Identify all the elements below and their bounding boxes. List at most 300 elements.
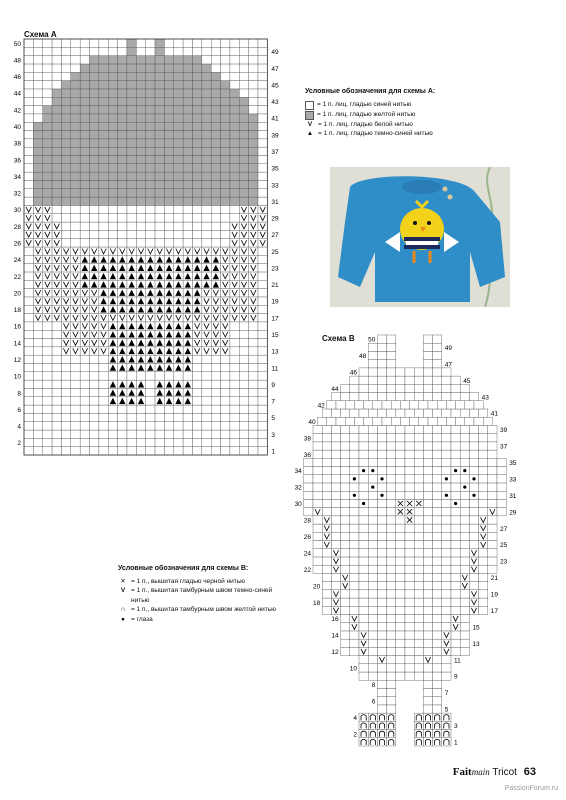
chart-b-cell	[354, 401, 363, 409]
chart-b-cell	[313, 450, 322, 458]
chart-b-cell	[488, 565, 497, 573]
magazine-name: Tricot	[492, 767, 517, 778]
chart-b-row-label: 7	[444, 690, 449, 698]
chart-b-cell	[377, 688, 386, 696]
chart-b-cell	[479, 499, 488, 507]
chart-b-cell	[433, 524, 442, 532]
chart-b-cell	[414, 491, 423, 499]
legend-a-item: = 1 п. лиц. гладью желтой нитью	[305, 110, 545, 120]
chart-b-cell	[350, 639, 359, 647]
chart-b-cell	[469, 541, 478, 549]
chart-b-cell	[446, 417, 455, 425]
chart-b-row-label: 50	[368, 336, 376, 344]
chart-b-cell	[469, 573, 478, 581]
chart-b-cell	[377, 623, 386, 631]
chart-b-cell	[322, 442, 331, 450]
chart-b-cell	[423, 442, 432, 450]
chart-b-cell	[387, 639, 396, 647]
chart-b-cell	[405, 623, 414, 631]
chart-b-row-label: 11	[454, 657, 461, 665]
chart-b-row-label: 16	[331, 616, 339, 624]
chart-b-cell	[488, 425, 497, 433]
chart-b-cell	[331, 434, 340, 442]
chart-b-cell	[364, 417, 373, 425]
chart-b-cell	[405, 590, 414, 598]
chart-b-cell	[423, 614, 432, 622]
chart-b-cell	[423, 549, 432, 557]
legend-a-item: = 1 п. лиц. гладью синей нитью	[305, 100, 545, 110]
chart-b-cell	[433, 656, 442, 664]
chart-b-cell	[488, 483, 497, 491]
chart-b-cell	[442, 672, 451, 680]
chart-b-cell	[322, 549, 331, 557]
chart-b-cell	[313, 458, 322, 466]
chart-b-cell	[364, 401, 373, 409]
chart-b-eye-dot	[353, 494, 356, 497]
chart-b-cell	[322, 573, 331, 581]
chart-b-cell	[382, 417, 391, 425]
chart-b-cell	[322, 508, 331, 516]
chart-b-cell	[433, 688, 442, 696]
chart-b-cell	[433, 384, 442, 392]
chart-b-cell	[331, 524, 340, 532]
chart-b-row-label: 17	[490, 607, 499, 615]
chart-b-row-label: 18	[312, 599, 321, 607]
brand-name: Fait	[452, 766, 472, 778]
chart-b-cell	[359, 393, 368, 401]
chart-b-cell	[423, 450, 432, 458]
chart-b-cell	[359, 672, 368, 680]
chart-b-cell	[341, 483, 350, 491]
chart-b-cell	[387, 475, 396, 483]
chart-b-cell	[359, 442, 368, 450]
chart-b-cell	[456, 401, 465, 409]
chart-b-cell	[423, 557, 432, 565]
chart-b-eye-dot	[445, 494, 448, 497]
chart-b-cell	[423, 458, 432, 466]
chart-b-cell	[341, 598, 350, 606]
chart-b-cell	[396, 425, 405, 433]
chart-a-row-label: 24	[13, 257, 21, 265]
chart-b-cell	[423, 573, 432, 581]
chart-b-cell	[350, 425, 359, 433]
chart-b-cell	[433, 360, 442, 368]
chart-b-row-label: 48	[358, 353, 367, 361]
chart-b-cell	[387, 384, 396, 392]
chart-b-cell	[304, 491, 313, 499]
chart-b-cell	[442, 483, 451, 491]
chart-b-cell	[423, 688, 432, 696]
chart-b-cell	[322, 450, 331, 458]
chart-b-cell	[377, 549, 386, 557]
chart-b-cell	[359, 508, 368, 516]
chart-b-cell	[387, 434, 396, 442]
chart-b-cell	[387, 458, 396, 466]
chart-b-cell	[405, 614, 414, 622]
chart-b-cell	[423, 475, 432, 483]
chart-b-cell	[405, 524, 414, 532]
chart-b-cell	[313, 467, 322, 475]
chart-b-cell	[423, 516, 432, 524]
chart-b-cell	[387, 680, 396, 688]
chart-a-row-label: 10	[13, 373, 21, 381]
chart-a-row-label: 4	[17, 423, 21, 431]
chart-b-cell	[313, 549, 322, 557]
chart-b-cell	[396, 598, 405, 606]
chart-b-cell	[387, 483, 396, 491]
chart-b-cell	[350, 393, 359, 401]
chart-b-cell	[460, 590, 469, 598]
chart-b-cell	[373, 417, 382, 425]
chart-b-cell	[368, 590, 377, 598]
chart-b-cell	[396, 467, 405, 475]
chart-b-cell	[341, 491, 350, 499]
chart-b-cell	[341, 565, 350, 573]
chart-b-cell	[451, 442, 460, 450]
chart-b-cell	[479, 491, 488, 499]
chart-b-cell	[460, 450, 469, 458]
chart-b-cell	[479, 573, 488, 581]
chart-b-cell	[433, 434, 442, 442]
chart-a-row-label: 11	[271, 365, 279, 373]
chart-b-cell	[327, 401, 336, 409]
chart-b-cell	[359, 450, 368, 458]
chart-b-cell	[488, 549, 497, 557]
chart-b-eye-dot	[380, 494, 383, 497]
chart-b-cell	[396, 606, 405, 614]
chart-b-cell	[331, 573, 340, 581]
chart-b-cell	[433, 697, 442, 705]
chart-b-cell	[387, 565, 396, 573]
chart-b-cell	[497, 508, 506, 516]
chart-b-cell	[341, 434, 350, 442]
chart-b-cell	[387, 549, 396, 557]
chart-b-cell	[322, 499, 331, 507]
chart-a-row-label: 45	[271, 82, 279, 90]
chart-b-cell	[405, 368, 414, 376]
chart-b-cell	[423, 582, 432, 590]
chart-b-row-label: 8	[371, 681, 376, 689]
chart-b-eye-dot	[472, 494, 475, 497]
chart-b-cell	[359, 425, 368, 433]
chart-b-cell	[368, 549, 377, 557]
chart-b-cell	[433, 483, 442, 491]
chart-b-cell	[396, 565, 405, 573]
chart-b-cell	[414, 467, 423, 475]
chart-b-cell	[368, 598, 377, 606]
chart-b-cell	[396, 549, 405, 557]
chart-b-cell	[341, 541, 350, 549]
chart-b-row-label: 44	[331, 386, 339, 394]
chart-b-cell	[451, 590, 460, 598]
chart-b-cell	[350, 467, 359, 475]
chart-b-cell	[387, 664, 396, 672]
chart-b-cell	[322, 458, 331, 466]
chart-b-cell	[341, 516, 350, 524]
chart-b-cell	[359, 573, 368, 581]
chart-b-cell	[396, 631, 405, 639]
chart-b-row-label: 37	[500, 443, 508, 451]
chart-b-cell	[460, 508, 469, 516]
chart-b-cell	[387, 623, 396, 631]
chart-b-cell	[345, 401, 354, 409]
chart-b-cell	[442, 458, 451, 466]
chart-b-cell	[451, 508, 460, 516]
chart-b-cell	[405, 672, 414, 680]
chart-b-cell	[322, 590, 331, 598]
chart-b-cell	[469, 434, 478, 442]
chart-b-cell	[387, 672, 396, 680]
chart-b-cell	[341, 450, 350, 458]
chart-b-cell	[405, 532, 414, 540]
chart-b-cell	[423, 598, 432, 606]
chart-b-cell	[368, 499, 377, 507]
chart-b-cell	[423, 360, 432, 368]
chart-b-cell	[387, 516, 396, 524]
chart-b-eye-dot	[454, 502, 457, 505]
chart-b-cell	[322, 491, 331, 499]
chart-b-cell	[377, 343, 386, 351]
chart-b-cell	[442, 598, 451, 606]
chart-b-cell	[405, 425, 414, 433]
chart-b-cell	[497, 458, 506, 466]
chart-a-row-label: 30	[13, 207, 21, 215]
chart-b-cell	[414, 647, 423, 655]
chart-b-cell	[350, 458, 359, 466]
chart-b-cell	[359, 623, 368, 631]
chart-b-cell	[341, 606, 350, 614]
chart-b-cell	[423, 590, 432, 598]
chart-b-cell	[331, 458, 340, 466]
chart-b-cell	[405, 491, 414, 499]
chart-b-cell	[433, 573, 442, 581]
chart-b-cell	[410, 417, 419, 425]
chart-b-cell	[456, 417, 465, 425]
chart-b-cell	[423, 541, 432, 549]
chart-b-cell	[479, 606, 488, 614]
chart-a-row-label: 13	[271, 348, 279, 356]
chart-b-cell	[433, 614, 442, 622]
chart-a-row-label: 3	[271, 431, 275, 439]
chart-b-cell	[479, 450, 488, 458]
eye-dot-icon: ●	[121, 615, 125, 623]
chart-b-cell	[341, 631, 350, 639]
chart-b-cell	[396, 409, 405, 417]
chart-b-cell	[451, 647, 460, 655]
chart-b-cell	[391, 417, 400, 425]
chart-b-cell	[368, 368, 377, 376]
chart-b-row-label: 12	[331, 649, 339, 657]
chart-b-cell	[368, 573, 377, 581]
chart-b-cell	[396, 532, 405, 540]
chart-b-cell	[433, 475, 442, 483]
chart-b-cell	[479, 590, 488, 598]
chart-b-row-label: 21	[490, 575, 499, 583]
chart-b-cell	[488, 475, 497, 483]
chart-b-cell	[451, 450, 460, 458]
chart-b-cell	[304, 475, 313, 483]
chart-b-cell	[469, 458, 478, 466]
chart-b-cell	[479, 458, 488, 466]
chart-b-cell	[451, 582, 460, 590]
chart-b-cell	[479, 409, 488, 417]
chart-b-cell	[359, 376, 368, 384]
arch-stitch-icon: ∩	[120, 606, 126, 613]
chart-b-cell	[377, 434, 386, 442]
chart-b-cell	[387, 368, 396, 376]
chart-b-cell	[423, 623, 432, 631]
chart-b-cell	[350, 483, 359, 491]
chart-b-cell	[442, 442, 451, 450]
chart-b-cell	[313, 425, 322, 433]
chart-b-cell	[469, 524, 478, 532]
chart-b-cell	[423, 705, 432, 713]
chart-b-cell	[451, 458, 460, 466]
chart-a-row-label: 41	[271, 115, 279, 123]
chart-b-cell	[368, 393, 377, 401]
chart-b-cell	[433, 393, 442, 401]
chart-b-row-label: 31	[509, 492, 517, 500]
chart-b-cell	[304, 458, 313, 466]
chart-b-cell	[377, 442, 386, 450]
chart-a-row-label: 31	[271, 198, 279, 206]
chart-b-cell	[423, 483, 432, 491]
chart-b-cell	[437, 401, 446, 409]
chart-b-cell	[423, 508, 432, 516]
chart-b-cell	[359, 368, 368, 376]
chart-b-cell	[331, 541, 340, 549]
chart-b-cell	[377, 516, 386, 524]
chart-b-cell	[423, 425, 432, 433]
chart-b-cell	[488, 499, 497, 507]
chart-b-cell	[387, 491, 396, 499]
chart-b-cell	[331, 425, 340, 433]
chart-b-cell	[368, 516, 377, 524]
chart-a-row-label: 40	[13, 124, 21, 132]
chart-b-cell	[479, 483, 488, 491]
chart-b-cell	[368, 384, 377, 392]
chart-b-cell	[433, 532, 442, 540]
chart-b-cell	[368, 532, 377, 540]
chart-b-cell	[368, 409, 377, 417]
chart-b-cell	[331, 409, 340, 417]
chart-b-row-label: 27	[500, 525, 508, 533]
chart-b-cell	[433, 499, 442, 507]
chart-b-eye-dot	[362, 502, 365, 505]
chart-b-cell	[341, 639, 350, 647]
chart-b-cell	[433, 508, 442, 516]
chart-b-cell	[313, 532, 322, 540]
chart-b-cell	[387, 614, 396, 622]
chart-b-eye-dot	[445, 477, 448, 480]
chart-b-cell	[433, 343, 442, 351]
chart-b-cell	[433, 639, 442, 647]
chart-a-row-label: 29	[271, 215, 279, 223]
chart-b-row-label: 2	[353, 731, 357, 739]
chart-b-cell	[442, 623, 451, 631]
chart-b-cell	[469, 467, 478, 475]
chart-b-cell	[368, 623, 377, 631]
chart-b-cell	[433, 351, 442, 359]
chart-b-cell	[423, 491, 432, 499]
chart-b-cell	[396, 614, 405, 622]
chart-b-cell	[405, 606, 414, 614]
chart-b-row-label: 32	[294, 484, 302, 492]
chart-b-cell	[400, 417, 409, 425]
chart-b-row-label: 41	[490, 410, 499, 418]
chart-b-cell	[460, 631, 469, 639]
chart-b-row-label: 40	[308, 418, 316, 426]
chart-b-cell	[442, 664, 451, 672]
chart-b-cell	[368, 425, 377, 433]
chart-b-cell	[368, 434, 377, 442]
chart-b-cell	[387, 541, 396, 549]
chart-b-cell	[387, 606, 396, 614]
chart-b-cell	[377, 409, 386, 417]
chart-a-row-label: 9	[271, 381, 275, 389]
chart-b-cell	[414, 384, 423, 392]
chart-b-cell	[350, 508, 359, 516]
chart-b-cell	[368, 606, 377, 614]
chart-a-row-label: 25	[271, 248, 279, 256]
legend-b-item: ✕ = 1 п., вышитая гладью черной нитью	[118, 577, 288, 587]
chart-b-cell	[341, 384, 350, 392]
chart-b-cell	[410, 401, 419, 409]
chart-b-cell	[322, 582, 331, 590]
chart-b-cell	[414, 475, 423, 483]
chart-a-row-label: 50	[13, 40, 21, 48]
chart-b-cell	[368, 360, 377, 368]
chart-b-row-label: 15	[472, 624, 480, 632]
chart-b-cell	[451, 524, 460, 532]
chart-a-row-label: 27	[271, 232, 279, 240]
chart-b-cell	[469, 582, 478, 590]
chart-b-cell	[497, 467, 506, 475]
chart-b-cell	[433, 664, 442, 672]
chart-b-cell	[368, 475, 377, 483]
chart-b-cell	[387, 343, 396, 351]
chart-b-cell	[368, 442, 377, 450]
chart-b-cell	[414, 483, 423, 491]
chart-b-cell	[405, 384, 414, 392]
chart-a-row-label: 7	[271, 398, 275, 406]
chart-b-cell	[359, 458, 368, 466]
chart-a-row-label: 32	[13, 190, 21, 198]
chart-b-cell	[377, 565, 386, 573]
chart-b-cell	[322, 483, 331, 491]
chart-b-eye-dot	[454, 469, 457, 472]
legend-b-title: Условные обозначения для схемы В:	[118, 565, 249, 572]
chart-b-cell	[341, 614, 350, 622]
chart-b-row-label: 35	[509, 460, 517, 468]
chart-b-cell	[451, 409, 460, 417]
chart-b-cell	[460, 491, 469, 499]
gray-square-icon	[305, 111, 314, 120]
chart-b-cell	[414, 425, 423, 433]
chart-b-cell	[469, 442, 478, 450]
chart-b-cell	[442, 516, 451, 524]
chart-b-cell	[377, 705, 386, 713]
chart-b-cell	[460, 614, 469, 622]
chart-b-cell	[451, 376, 460, 384]
chart-b-cell	[405, 565, 414, 573]
chart-b-cell	[387, 557, 396, 565]
chart-a-row-label: 5	[271, 415, 275, 423]
chart-b-cell	[474, 417, 483, 425]
chart-b-row-label: 4	[353, 714, 357, 722]
chart-b-cell	[414, 631, 423, 639]
chart-b-cell	[460, 606, 469, 614]
